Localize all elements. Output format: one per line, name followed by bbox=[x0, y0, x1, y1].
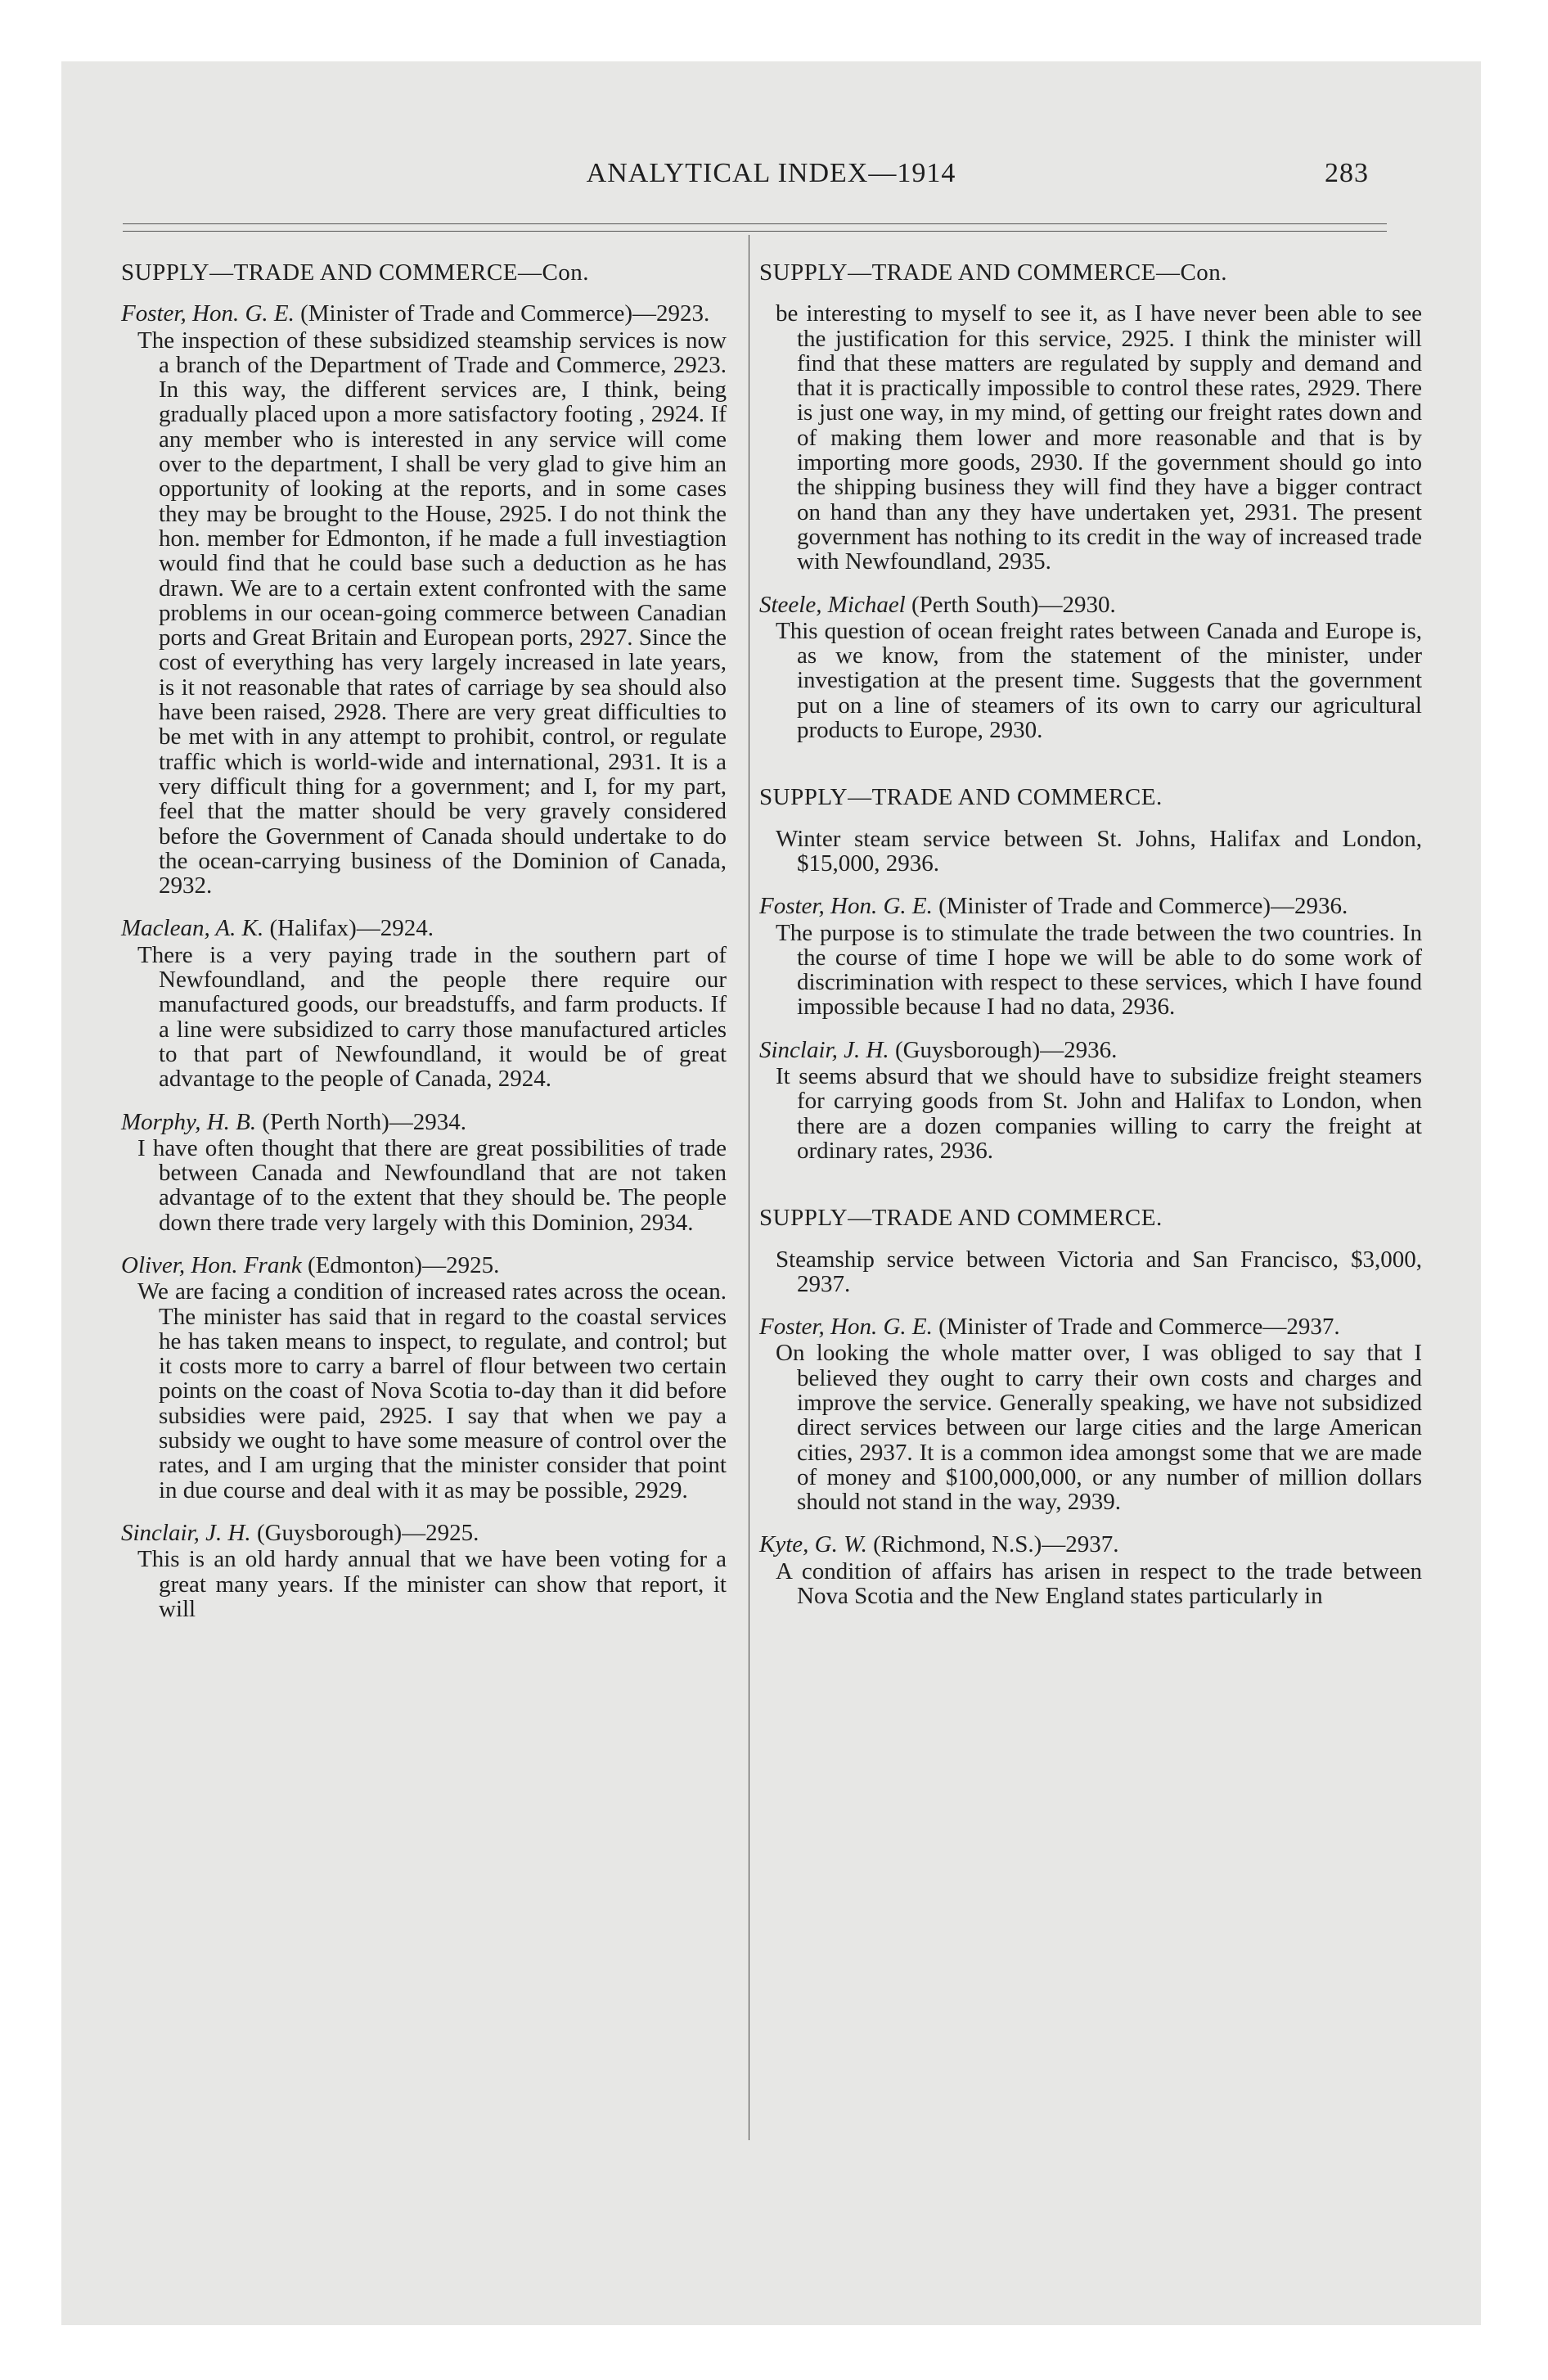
entry-text: On looking the whole matter over, I was obliged to say that I believed they ought to carry their own costs and charges and improve the service. Generally speaking, we have not subsidized direct services between our large cities and the large American cities, 2937. It is a common idea amongst some that we are made of money and $100,000,000, or any number of million dollars should not stand in the way, 2939. bbox=[776, 1340, 1422, 1516]
speaker-entry bbox=[121, 916, 727, 940]
speaker-detail: (Minister of Trade and Commerce)—2936. bbox=[932, 893, 1348, 920]
speaker-name: Morphy, H. B. bbox=[121, 1108, 257, 1135]
speaker-name: Steele, Michael bbox=[759, 591, 906, 618]
supply-item: Steamship service between Victoria and San Francisco, $3,000, 2937. bbox=[776, 1246, 1422, 1297]
speaker-detail: (Halifax)—2924. bbox=[263, 915, 434, 942]
speaker-name: Foster, Hon. G. E. bbox=[759, 1314, 933, 1341]
speaker-detail: (Guysborough)—2936. bbox=[889, 1036, 1118, 1063]
page-number: 283 bbox=[1325, 158, 1369, 188]
section-heading: SUPPLY—TRADE AND COMMERCE. bbox=[759, 784, 1163, 811]
running-header bbox=[61, 158, 1481, 207]
entry-text: There is a very paying trade in the southern part of Newfoundland, and the people there require our manufactured goods, our breadstuffs, and farm products. If a line were subsidized to carry those manufactured articles to that part of Newfoundland, it would be of great advantage to the people of Canada, 2924. bbox=[137, 941, 727, 1093]
right-column bbox=[759, 260, 1422, 1626]
entry-text: It seems absurd that we should have to subsidize freight steamers for carrying goods from St. John and Halifax to London, when there are a dozen companies willing to carry the freight at ordinary rates, 2936. bbox=[776, 1063, 1422, 1164]
header-rule-bottom bbox=[123, 231, 1387, 232]
section-heading: SUPPLY—TRADE AND COMMERCE. bbox=[759, 1205, 1163, 1232]
speaker-detail: (Perth South)—2930. bbox=[905, 591, 1116, 618]
speaker-detail: (Perth North)—2934. bbox=[256, 1108, 467, 1135]
continuation-text: be interesting to myself to see it, as I have never been able to see the justification for this service, 2925. I think the minister will find that these matters are regulated by supply and demand and that it is practically impossible to control these rates, 2929. There is just one way, in my mind, of getting our freight rates down and of making them lower and more reasonable and that is by importing more goods, 2930. If the government should go into the shipping business they will find they have a bigger contract on hand than any they have undertaken yet, 2931. The present government has nothing to its credit in the way of increased trade with Newfoundland, 2935. bbox=[776, 300, 1422, 575]
entry-text: We are facing a condition of increased rates across the ocean. The minister has said that in regard to the coastal services he has taken means to inspect, to regulate, and control; but it costs more to carry a barrel of flour between two certain points on the coast of Nova Scotia to-day than it did before subsidies were paid, 2925. I say that when we pay a subsidy we ought to have some measure of control over the rates, and I am urging that the minister consider that point in due course and deal with it as may be possible, 2929. bbox=[137, 1278, 727, 1503]
page-title: ANALYTICAL INDEX—1914 bbox=[586, 158, 956, 188]
header-rule-top bbox=[123, 223, 1387, 224]
entry-text: I have often thought that there are great possibilities of trade between Canada and Newfoundland that are not taken advantage of to the extent that they should be. The people down there trade very largely with this Dominion, 2934. bbox=[137, 1134, 727, 1236]
speaker-name: Foster, Hon. G. E. bbox=[759, 893, 933, 920]
entry-text: This question of ocean freight rates between Canada and Europe is, as we know, from the statement of the minister, under investigation at the present time. Suggests that the government put on a line of steamers of its own to carry our agricultural products to Europe, 2930. bbox=[776, 617, 1422, 744]
speaker-detail: (Minister of Trade and Commerce—2937. bbox=[932, 1314, 1340, 1341]
supply-item: Winter steam service between St. Johns, Halifax and London, $15,000, 2936. bbox=[776, 825, 1422, 877]
speaker-entry bbox=[759, 1314, 1422, 1339]
speaker-name: Foster, Hon. G. E. bbox=[121, 300, 295, 327]
speaker-entry bbox=[121, 1521, 727, 1545]
entry-text: A condition of affairs has arisen in respect to the trade between Nova Scotia and the New England states particularly in bbox=[776, 1557, 1422, 1610]
speaker-entry bbox=[121, 301, 727, 326]
section-heading: SUPPLY—TRADE AND COMMERCE—Con. bbox=[121, 259, 590, 286]
scanned-page bbox=[61, 61, 1481, 2325]
entry-text: The purpose is to stimulate the trade between the two countries. In the course of time I hope we will be able to do some work of discrimination with respect to these services, which I have found impossible because I had no data, 2936. bbox=[776, 919, 1422, 1021]
speaker-entry bbox=[121, 1253, 727, 1278]
speaker-detail: (Minister of Trade and Commerce)—2923. bbox=[294, 300, 710, 327]
speaker-name: Sinclair, J. H. bbox=[121, 1519, 251, 1546]
entry-text: The inspection of these subsidized steamship services is now a branch of the Department of Trade and Commerce, 2923. In this way, the different services are, I think, being gradually placed upon a more satisfactory footing , 2924. If any member who is interested in any service will come over to the department, I shall be very glad to give him an opportunity of looking at the reports, and in some cases they may be brought to the House, 2925. I do not think the hon. member for Edmonton, if he made a full investiagtion would find that he could base such a deduction as he has drawn. We are to a certain extent confronted with the same problems in our ocean-going commerce between Canadian ports and Great Britain and European ports, 2927. Since the cost of everything has very largely increased in late years, is it not reasonable that rates of carriage by sea should also have been raised, 2928. There are very great difficulties to be met with in any attempt to prohibit, control, or regulate traffic which is world-wide and international, 2931. It is a very difficult thing for a government; and I, for my part, feel that the matter should be very gravely considered before the Government of Canada should undertake to do the ocean-carrying business of the Dominion of Canada, 2932. bbox=[137, 327, 727, 899]
speaker-detail: (Richmond, N.S.)—2937. bbox=[866, 1531, 1119, 1558]
speaker-entry bbox=[759, 593, 1422, 617]
section-heading: SUPPLY—TRADE AND COMMERCE—Con. bbox=[759, 259, 1228, 286]
left-column bbox=[121, 260, 727, 1639]
speaker-detail: (Edmonton)—2925. bbox=[301, 1251, 500, 1278]
speaker-name: Maclean, A. K. bbox=[121, 915, 264, 942]
speaker-entry bbox=[759, 1532, 1422, 1557]
speaker-name: Sinclair, J. H. bbox=[759, 1036, 889, 1063]
speaker-name: Oliver, Hon. Frank bbox=[121, 1251, 302, 1278]
speaker-name: Kyte, G. W. bbox=[759, 1531, 867, 1558]
entry-text: This is an old hardy annual that we have been voting for a great many years. If the minister can show that report, it will bbox=[137, 1546, 727, 1622]
speaker-detail: (Guysborough)—2925. bbox=[250, 1519, 479, 1546]
speaker-entry bbox=[759, 1038, 1422, 1062]
speaker-entry bbox=[121, 1110, 727, 1134]
speaker-entry bbox=[759, 894, 1422, 918]
